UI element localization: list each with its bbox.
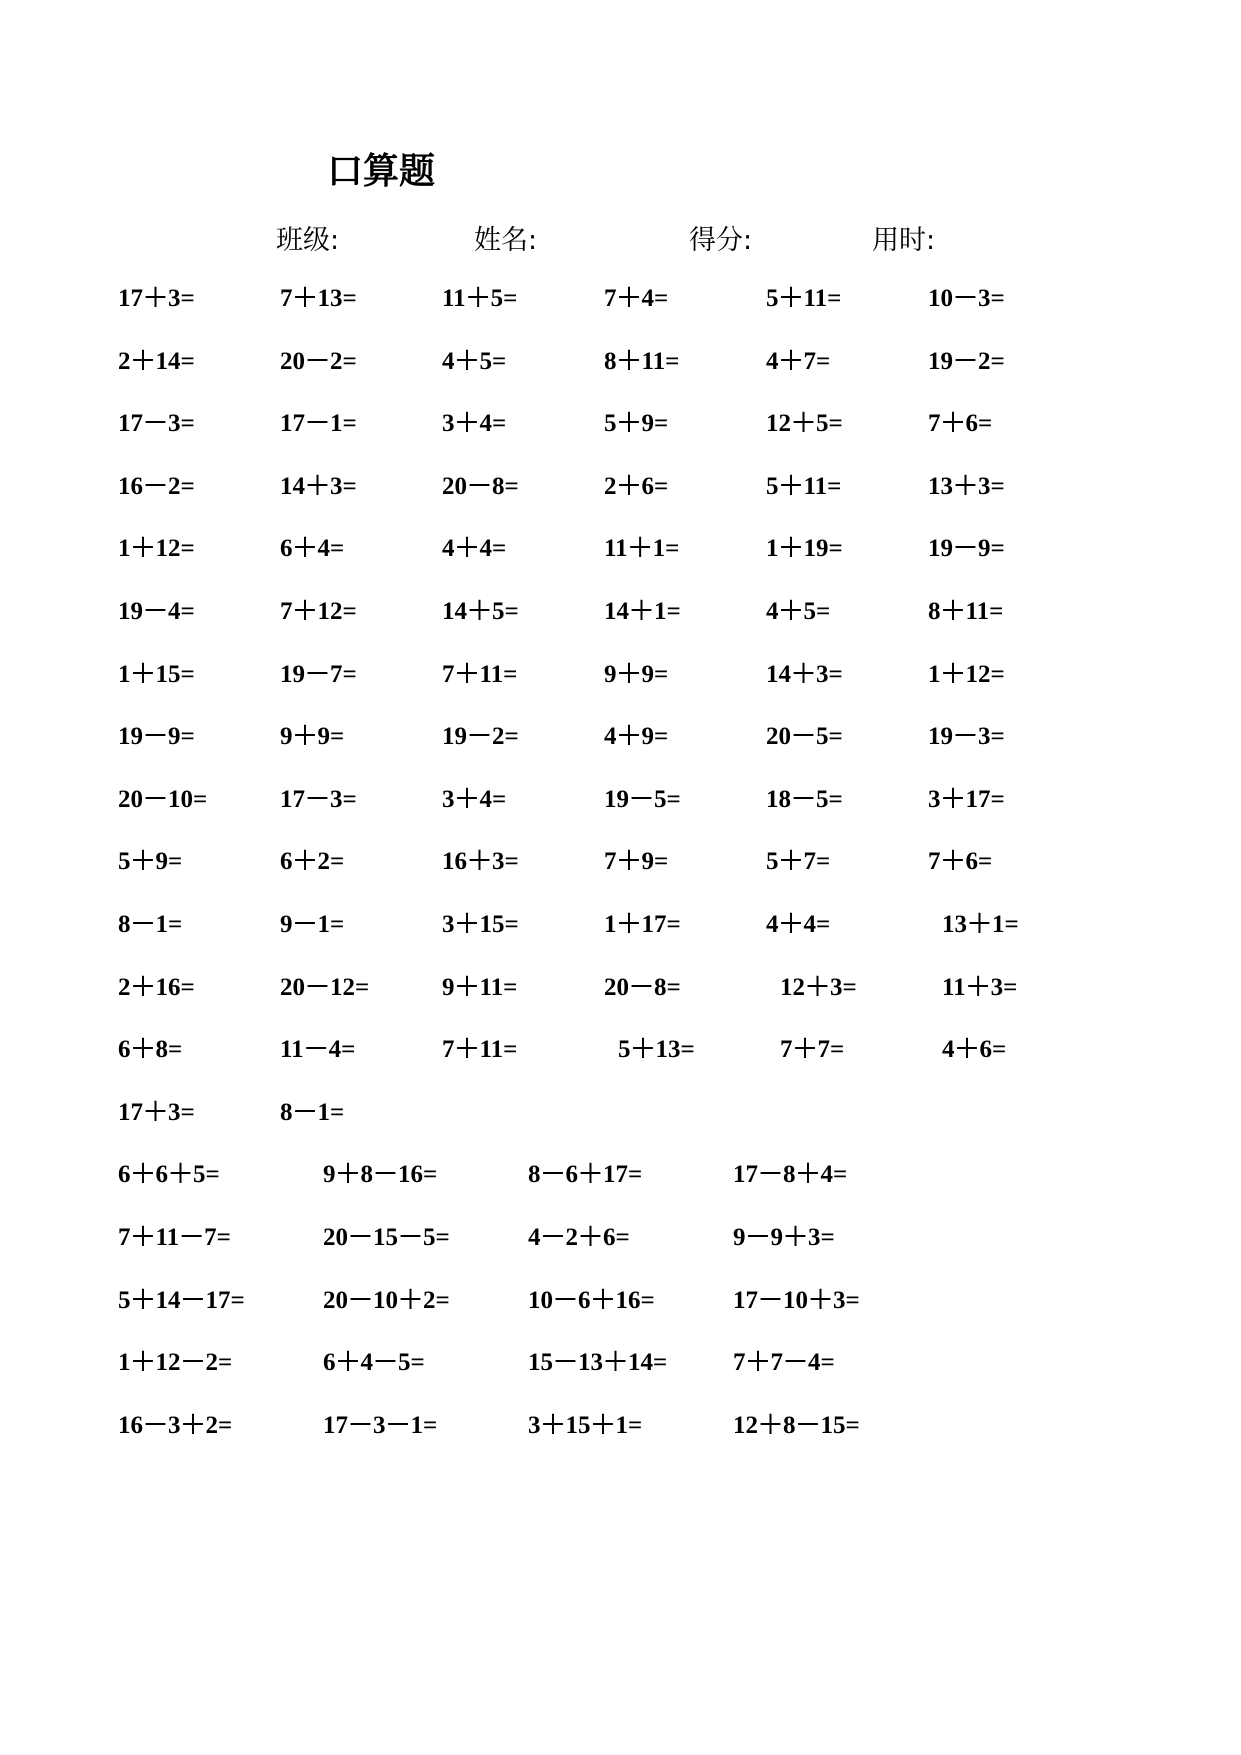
mixed-problem-item: 7＋7－4= — [733, 1349, 835, 1377]
problem-item: 5＋11= — [766, 285, 842, 312]
problem-item: 4＋7= — [766, 347, 831, 375]
problem-item: 2＋6= — [604, 472, 669, 500]
problem-item: 8－1= — [118, 911, 183, 938]
problem-item: 4＋6= — [942, 1036, 1007, 1064]
problem-item: 2＋14= — [118, 347, 195, 375]
problem-item: 19－9= — [118, 723, 195, 751]
problem-item: 19－2= — [928, 347, 1005, 375]
problem-item: 6＋2= — [280, 848, 345, 876]
mixed-problem-item: 20－10＋2= — [323, 1286, 450, 1314]
problem-item: 11＋5= — [442, 285, 518, 312]
mixed-problem-item: 9＋8－16= — [323, 1161, 438, 1189]
problem-item: 7＋9= — [604, 848, 669, 876]
problem-item: 8－1= — [280, 1098, 345, 1126]
problem-item: 20－5= — [766, 723, 843, 751]
problem-item: 19－4= — [118, 598, 195, 625]
problem-item: 5＋13= — [618, 1036, 695, 1064]
problem-item: 7＋13= — [280, 285, 357, 312]
mixed-problem-item: 9－9＋3= — [733, 1224, 835, 1251]
problem-item: 18－5= — [766, 785, 843, 813]
problem-item: 4＋4= — [442, 535, 507, 563]
problem-item: 20－2= — [280, 347, 357, 375]
problem-item: 17－3= — [118, 410, 195, 438]
problem-item: 11－4= — [280, 1036, 356, 1064]
mixed-problem-item: 3＋15＋1= — [528, 1411, 643, 1439]
problem-item: 12＋3= — [780, 973, 857, 1001]
problem-item: 4＋9= — [604, 723, 669, 751]
time-label: 用时: — [872, 225, 936, 256]
problem-item: 4＋5= — [766, 598, 831, 625]
problem-item: 13＋3= — [928, 472, 1005, 500]
mixed-problem-item: 17－3－1= — [323, 1411, 438, 1439]
problem-item: 3＋4= — [442, 785, 507, 813]
problem-item: 8＋11= — [928, 598, 1004, 625]
problem-item: 14＋3= — [280, 472, 357, 500]
mixed-problem-item: 7＋11－7= — [118, 1224, 231, 1251]
problem-item: 19－5= — [604, 785, 681, 813]
problem-item: 17＋3= — [118, 1098, 195, 1126]
problem-item: 17－1= — [280, 410, 357, 438]
mixed-problem-item: 5＋14－17= — [118, 1286, 245, 1314]
problem-item: 1＋15= — [118, 660, 195, 688]
problem-item: 5＋7= — [766, 848, 831, 876]
problem-item: 7＋4= — [604, 285, 669, 312]
problem-item: 7＋6= — [928, 848, 993, 876]
problem-item: 16－2= — [118, 472, 195, 500]
mixed-problem-item: 4－2＋6= — [528, 1224, 630, 1251]
problem-item: 7＋11= — [442, 1036, 518, 1064]
problem-item: 19－3= — [928, 723, 1005, 751]
mixed-problem-item: 8－6＋17= — [528, 1161, 643, 1189]
problem-item: 16＋3= — [442, 848, 519, 876]
problem-item: 4＋5= — [442, 347, 507, 375]
mixed-problem-item: 17－10＋3= — [733, 1286, 860, 1314]
problem-item: 14＋5= — [442, 598, 519, 625]
problem-item: 10－3= — [928, 285, 1005, 312]
problem-item: 7＋7= — [780, 1036, 845, 1064]
problem-item: 20－12= — [280, 973, 370, 1001]
problem-item: 20－8= — [604, 973, 681, 1001]
problem-item: 2＋16= — [118, 973, 195, 1001]
problem-item: 11＋1= — [604, 535, 680, 563]
problem-item: 5＋9= — [118, 848, 183, 876]
problem-item: 6＋8= — [118, 1036, 183, 1064]
mixed-problem-item: 15－13＋14= — [528, 1349, 668, 1377]
mixed-problem-item: 1＋12－2= — [118, 1349, 233, 1377]
problem-item: 19－7= — [280, 660, 357, 688]
problem-item: 7＋12= — [280, 598, 357, 625]
problem-item: 11＋3= — [942, 973, 1018, 1001]
problem-item: 7＋6= — [928, 410, 993, 438]
problem-item: 6＋4= — [280, 535, 345, 563]
problem-item: 9＋9= — [280, 723, 345, 751]
mixed-problem-item: 10－6＋16= — [528, 1286, 655, 1314]
problem-item: 1＋12= — [928, 660, 1005, 688]
problem-item: 19－9= — [928, 535, 1005, 563]
mixed-problem-item: 6＋4－5= — [323, 1349, 425, 1377]
problem-item: 13＋1= — [942, 911, 1019, 938]
problem-item: 1＋17= — [604, 911, 681, 938]
problem-item: 19－2= — [442, 723, 519, 751]
problem-item: 1＋19= — [766, 535, 843, 563]
problem-item: 3＋4= — [442, 410, 507, 438]
problem-item: 3＋15= — [442, 911, 519, 938]
problem-item: 17＋3= — [118, 285, 195, 312]
problem-item: 3＋17= — [928, 785, 1005, 813]
mixed-problem-item: 20－15－5= — [323, 1224, 450, 1251]
mixed-problem-item: 17－8＋4= — [733, 1161, 848, 1189]
problem-item: 20－10= — [118, 785, 208, 813]
problem-item: 4＋4= — [766, 911, 831, 938]
mixed-problem-item: 16－3＋2= — [118, 1411, 233, 1439]
problem-item: 9＋11= — [442, 973, 518, 1001]
problem-item: 14＋3= — [766, 660, 843, 688]
name-label: 姓名: — [474, 225, 538, 256]
problem-item: 7＋11= — [442, 660, 518, 688]
problem-item: 5＋9= — [604, 410, 669, 438]
problem-item: 12＋5= — [766, 410, 843, 438]
problem-item: 14＋1= — [604, 598, 681, 625]
problem-item: 5＋11= — [766, 472, 842, 500]
problem-item: 17－3= — [280, 785, 357, 813]
problem-item: 1＋12= — [118, 535, 195, 563]
score-label: 得分: — [689, 225, 753, 256]
problem-item: 9－1= — [280, 911, 345, 938]
worksheet-title: 口算题 — [327, 151, 436, 192]
mixed-problem-item: 6＋6＋5= — [118, 1161, 220, 1189]
problem-item: 8＋11= — [604, 347, 680, 375]
mixed-problem-item: 12＋8－15= — [733, 1411, 860, 1439]
problem-item: 9＋9= — [604, 660, 669, 688]
problem-item: 20－8= — [442, 472, 519, 500]
class-label: 班级: — [276, 225, 340, 256]
